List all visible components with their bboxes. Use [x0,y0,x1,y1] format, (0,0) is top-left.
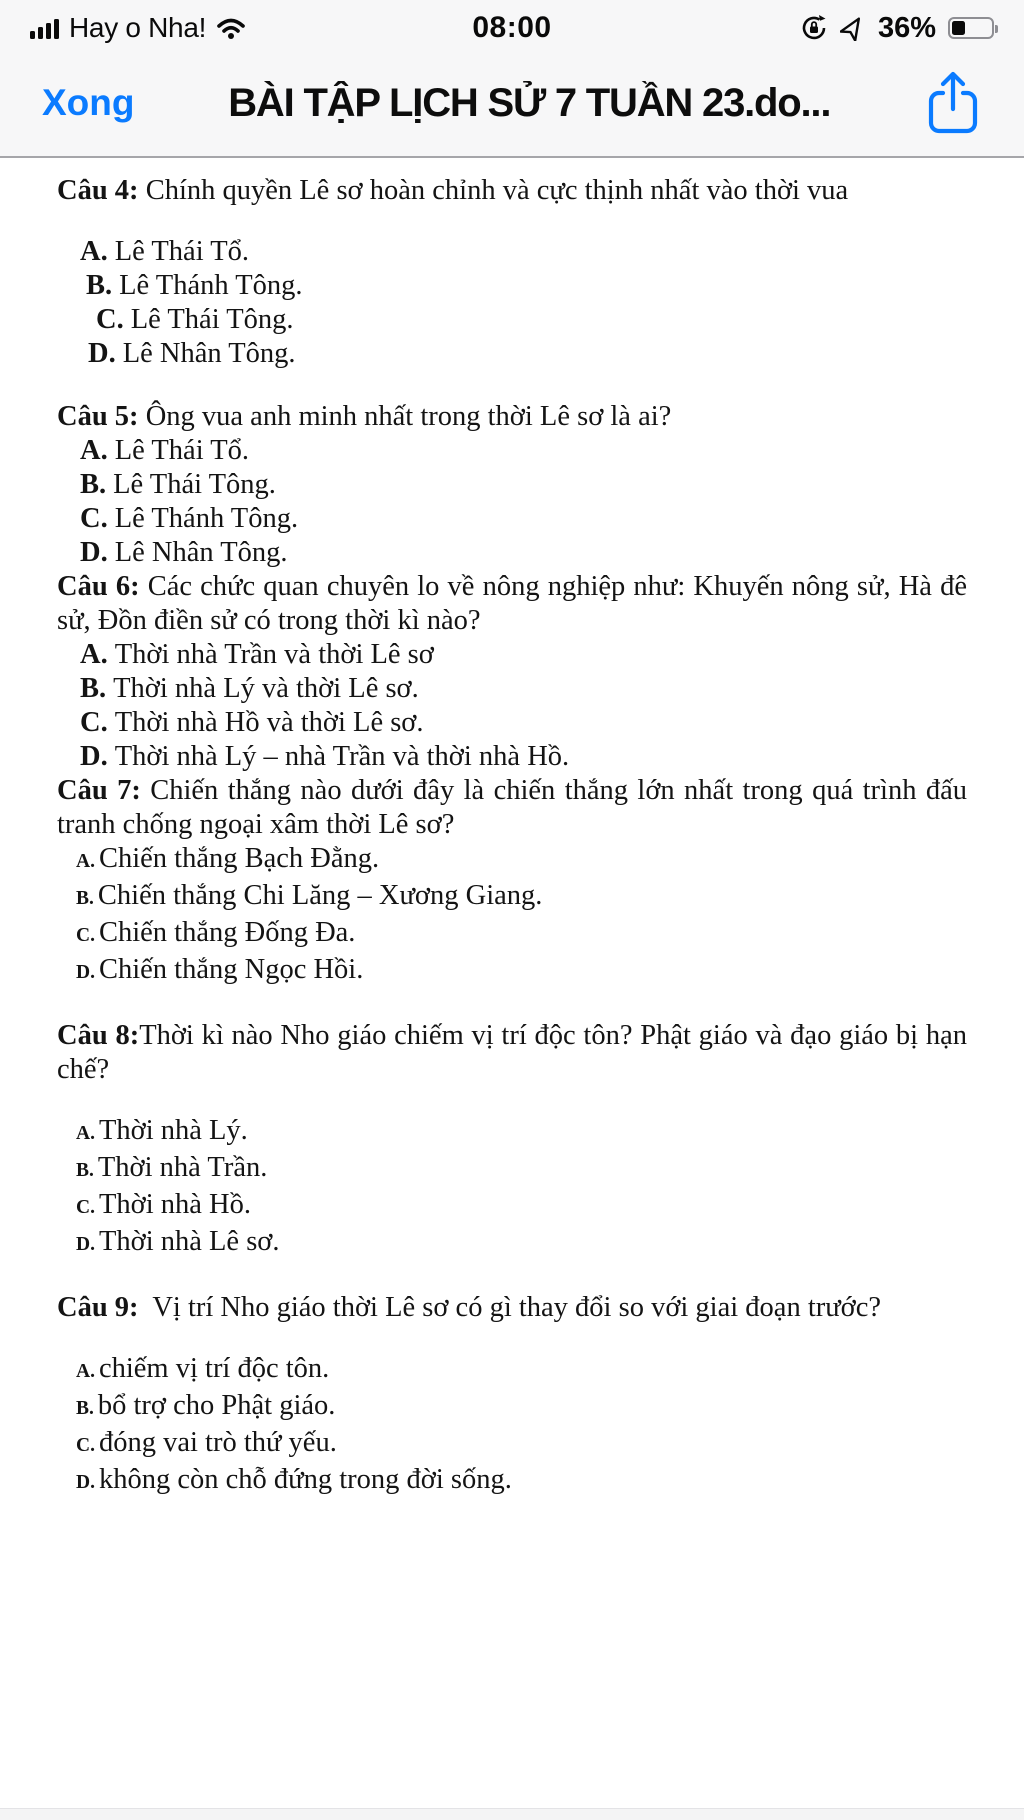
answer-options [57,1114,967,1262]
answer-option [57,740,967,774]
option-letter: B. [76,1160,94,1181]
answer-option [57,1463,967,1500]
question-heading [57,774,967,842]
answer-option [57,1225,967,1262]
nav-bar [0,50,1024,158]
answer-options [57,638,967,774]
option-letter: B. [80,469,107,500]
done-button[interactable]: Xong [42,82,135,123]
option-letter: A. [76,851,95,872]
option-text: Thời nhà Trần. [97,1152,268,1183]
battery-icon [948,17,994,39]
question-8 [57,1019,967,1262]
option-text: Thời nhà Hồ và thời Lê sơ. [114,707,424,738]
option-text: Lê Thái Tổ. [114,435,250,466]
option-letter: C. [80,707,108,738]
answer-option [57,269,967,303]
answer-options [57,842,967,990]
option-letter: C. [76,925,95,946]
option-text: Lê Thánh Tông. [119,270,303,301]
answer-option [57,536,967,570]
option-text: Lê Thái Tổ. [114,236,250,267]
question-text: Thời kì nào Nho giáo chiếm vị trí độc tôn? Phật giáo và đạo giáo bị hạn chế? [57,1020,967,1085]
clock-time: 08:00 [472,11,552,44]
answer-options [57,1352,967,1500]
question-heading [57,1291,967,1325]
option-text: Lê Thái Tông. [130,304,294,335]
option-letter: C. [80,503,108,534]
option-text: không còn chỗ đứng trong đời sống. [98,1464,512,1495]
answer-options [57,235,967,371]
option-text: Lê Thánh Tông. [114,503,299,534]
option-text: Thời nhà Hồ. [98,1189,251,1220]
option-letter: A. [76,1123,95,1144]
question-number-label: Câu 6: [57,571,140,602]
answer-option [57,235,967,269]
option-letter: C. [96,304,124,335]
option-text: Lê Thái Tông. [113,469,276,500]
answer-option [57,672,967,706]
question-9 [57,1291,967,1500]
option-text: Chiến thắng Đống Đa. [98,917,356,948]
option-letter: D. [76,1472,95,1493]
question-6 [57,570,967,774]
option-text: Chiến thắng Bạch Đằng. [98,843,380,874]
option-letter: A. [80,236,108,267]
question-text: Vị trí Nho giáo thời Lê sơ có gì thay đổi so với giai đoạn trước? [152,1292,882,1323]
answer-option [57,337,967,371]
answer-option [57,1188,967,1225]
option-letter: A. [76,1361,95,1382]
option-text: bổ trợ cho Phật giáo. [97,1390,336,1421]
question-number-label: Câu 8: [57,1020,140,1051]
answer-option [57,842,967,879]
question-separator [139,401,146,432]
option-letter: D. [88,338,116,369]
question-number-label: Câu 5: [57,401,139,432]
share-button[interactable] [924,69,982,137]
question-heading [57,1019,967,1087]
answer-option [57,1114,967,1151]
question-separator [139,1292,153,1323]
option-letter: A. [80,435,108,466]
question-text: Các chức quan chuyên lo về nông nghiệp như: Khuyến nông sử, Hà đê sử, Đồn điền sử có trong thời kì nào? [57,571,967,636]
question-separator [141,775,150,806]
answer-option [57,706,967,740]
answer-option [57,879,967,916]
battery-percent: 36% [877,11,936,44]
question-text: Ông vua anh minh nhất trong thời Lê sơ là ai? [145,401,672,432]
answer-option [57,916,967,953]
share-icon [924,125,982,140]
answer-option [57,468,967,502]
document-page[interactable] [0,158,1024,1500]
answer-option [57,303,967,337]
option-text: Thời nhà Lý và thời Lê sơ. [113,673,419,704]
option-letter: D. [76,1234,95,1255]
option-letter: B. [76,1398,94,1419]
option-letter: B. [86,270,113,301]
answer-options [57,434,967,570]
question-separator [139,175,146,206]
answer-option [57,1151,967,1188]
question-number-label: Câu 4: [57,175,139,206]
option-letter: B. [80,673,107,704]
option-text: chiếm vị trí độc tôn. [98,1353,330,1384]
answer-option [57,953,967,990]
option-text: Thời nhà Lý – nhà Trần và thời nhà Hồ. [114,741,570,772]
answer-option [57,1352,967,1389]
option-text: Thời nhà Trần và thời Lê sơ [114,639,434,670]
bottom-edge-bar [0,1808,1024,1820]
answer-option [57,638,967,672]
option-text: Lê Nhân Tông. [114,537,288,568]
answer-option [57,1389,967,1426]
option-text: Lê Nhân Tông. [122,338,296,369]
option-letter: A. [80,639,108,670]
answer-option [57,502,967,536]
option-letter: B. [76,888,94,909]
question-separator [140,571,148,602]
option-letter: D. [76,962,95,983]
option-letter: C. [76,1197,95,1218]
question-heading [57,400,967,434]
document-title: BÀI TẬP LỊCH SỬ 7 TUẦN 23.do... [228,80,831,125]
option-letter: C. [76,1435,95,1456]
option-letter: D. [80,537,108,568]
option-text: Thời nhà Lê sơ. [98,1226,280,1257]
option-text: Chiến thắng Chi Lăng – Xương Giang. [97,880,543,911]
question-text: Chiến thắng nào dưới đây là chiến thắng lớn nhất trong quá trình đấu tranh chống ngoại xâm thời Lê sơ? [57,775,967,840]
status-bar [0,0,1024,50]
question-heading [57,570,967,638]
option-text: đóng vai trò thứ yếu. [98,1427,337,1458]
question-number-label: Câu 9: [57,1292,139,1323]
question-number-label: Câu 7: [57,775,141,806]
answer-option [57,1426,967,1463]
option-letter: D. [80,741,108,772]
question-heading [57,174,967,208]
question-7 [57,774,967,990]
question-4 [57,174,967,371]
carrier-name: Hay o Nha! [69,12,207,43]
option-text: Thời nhà Lý. [98,1115,248,1146]
option-text: Chiến thắng Ngọc Hồi. [98,954,364,985]
question-5 [57,400,967,570]
question-text: Chính quyền Lê sơ hoàn chỉnh và cực thịnh nhất vào thời vua [145,175,849,206]
answer-option [57,434,967,468]
